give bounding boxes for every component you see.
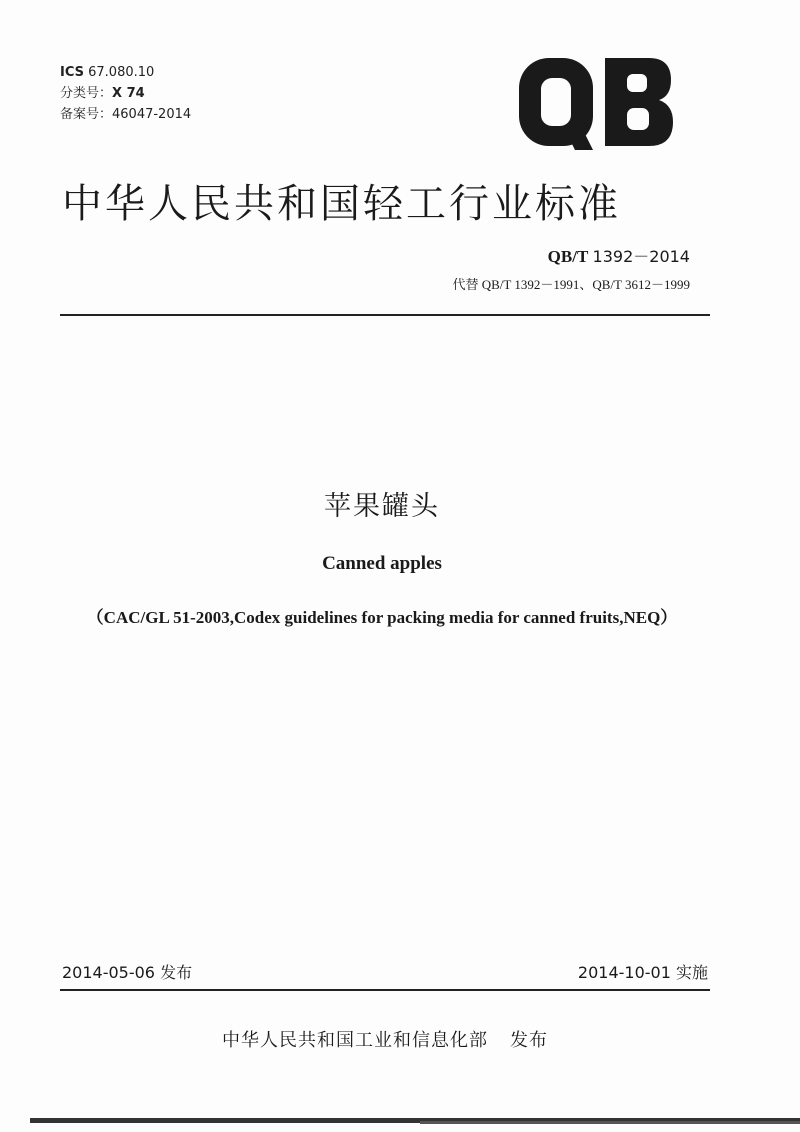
reference-standard: （CAC/GL 51-2003,Codex guidelines for packing media for canned fruits,NEQ） (86, 608, 678, 627)
classification-block (60, 62, 191, 125)
standard-code-number: 1392－2014 (592, 247, 690, 266)
document-title-chinese: 苹果罐头 (324, 491, 440, 522)
footer-divider (60, 989, 710, 991)
record-value: 46047-2014 (112, 107, 192, 122)
publish-action: 发布 (510, 1030, 548, 1051)
document-title-english: Canned apples (322, 553, 442, 574)
class-row (60, 83, 191, 104)
implementation-date: 2014-10-01 实施 (577, 963, 708, 982)
ics-row (60, 62, 191, 83)
standard-code (548, 244, 690, 267)
replaces-note: 代替 QB/T 1392－1991、QB/T 3612－1999 (452, 277, 690, 292)
record-row (60, 104, 191, 125)
issue-date: 2014-05-06 发布 (62, 963, 193, 982)
header-divider (60, 314, 710, 316)
ics-label: ICS (60, 65, 84, 80)
scan-edge-line-secondary (420, 1121, 800, 1124)
class-label: 分类号： (60, 86, 113, 101)
class-value: X 74 (112, 86, 145, 101)
qb-logo (515, 52, 675, 162)
publisher-line (0, 1026, 770, 1052)
publisher-name: 中华人民共和国工业和信息化部 (222, 1030, 488, 1051)
standard-code-prefix: QB/T (547, 247, 589, 266)
issuing-org-title: 中华人民共和国轻工行业标准 (62, 181, 621, 227)
ics-value: 67.080.10 (88, 65, 155, 80)
record-label: 备案号： (60, 107, 113, 122)
